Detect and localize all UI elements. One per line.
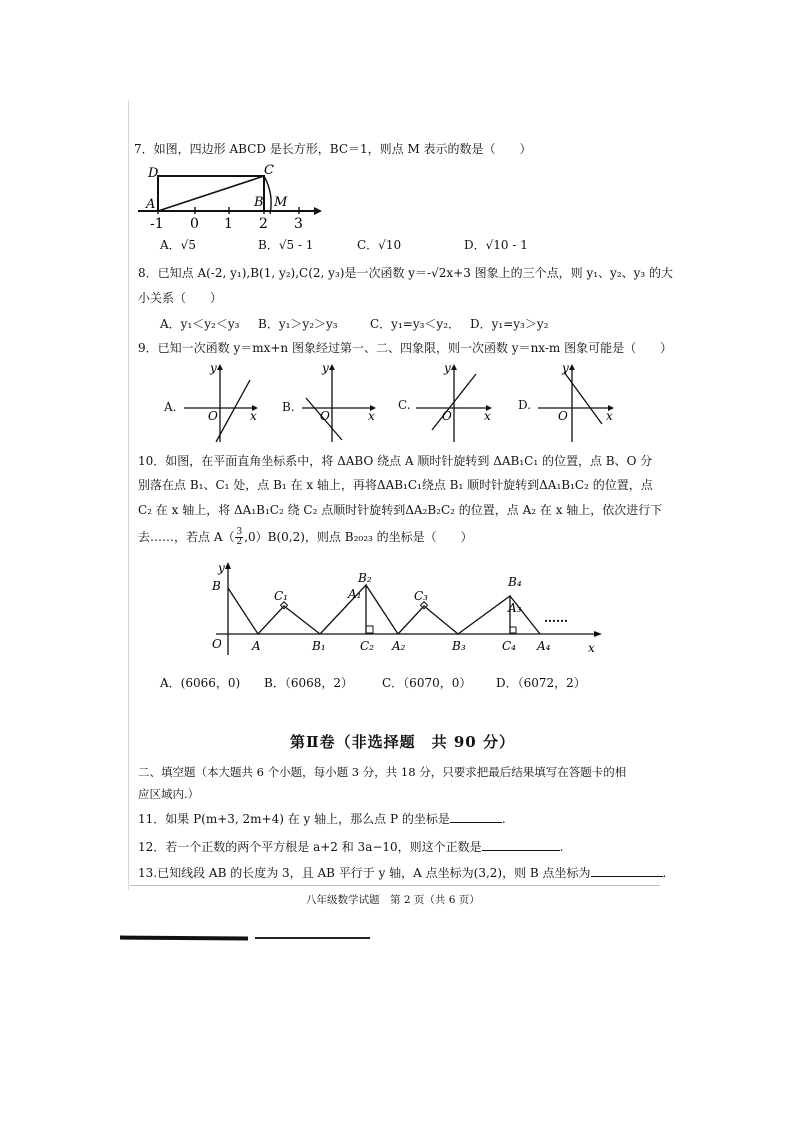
- q7-figure: [134, 162, 324, 232]
- svg-text:x: x: [368, 409, 375, 423]
- svg-text:C₄: C₄: [502, 639, 516, 653]
- q7-option-d: D．√10 - 1: [464, 238, 528, 252]
- footer-divider: [130, 885, 660, 886]
- svg-text:……: ……: [544, 611, 568, 625]
- svg-text:x: x: [484, 409, 491, 423]
- svg-text:A₁: A₁: [348, 587, 362, 601]
- q11: [138, 810, 506, 827]
- q7-label-b: B: [254, 195, 264, 210]
- q9-graph-b: [298, 360, 378, 445]
- q10-line1: 10．如图，在平面直角坐标系中，将 ΔABO 绕点 A 顺时针旋转到 ΔAB₁C₁ 的位置，点 B、O 分: [138, 454, 653, 468]
- q7-label-a: A: [146, 197, 156, 212]
- svg-text:B₄: B₄: [508, 575, 522, 589]
- section-2-title: 第Ⅱ卷（非选择题 共 90 分）: [290, 733, 515, 751]
- svg-text:O: O: [212, 637, 222, 651]
- svg-text:C₂: C₂: [360, 639, 374, 653]
- q9-option-d: D.: [518, 398, 532, 412]
- svg-text:x: x: [606, 409, 613, 423]
- q10-line3: C₂ 在 x 轴上，将 ΔA₁B₁C₂ 绕 C₂ 点顺时针旋转到ΔA₂B₂C₂ 的位置，点 A₂ 在 x 轴上，依次进行下: [138, 503, 663, 517]
- section-2-heading-cont: 应区域内.）: [138, 787, 200, 801]
- q12-answer-blank[interactable]: [482, 838, 560, 851]
- q9-option-b: B.: [282, 400, 295, 414]
- section-2-heading: 二、填空题（本大题共 6 个小题，每小题 3 分，共 18 分，只要求把最后结果填写在答题卡的相: [138, 765, 627, 779]
- svg-text:y: y: [322, 361, 329, 375]
- q13-text: 13.已知线段 AB 的长度为 3，且 AB 平行于 y 轴，A 点坐标为(3,2)，则 B 点坐标为: [138, 866, 591, 880]
- q7-tick-neg1: -1: [150, 216, 164, 232]
- q9-stem: 9．已知一次函数 y＝mx+n 图象经过第一、二、四象限，则一次函数 y＝nx-m 图象可能是（ ）: [138, 341, 673, 355]
- svg-text:A₃: A₃: [508, 601, 522, 615]
- q10-figure: [200, 560, 610, 660]
- q7-label-d: D: [148, 166, 159, 181]
- svg-text:y: y: [210, 361, 217, 375]
- q10-line4-end: ,0）B(0,2)，则点 B₂₀₂₃ 的坐标是（ ）: [244, 530, 473, 544]
- q12: [138, 838, 564, 855]
- svg-text:A₂: A₂: [392, 639, 406, 653]
- q9-graph-c: [412, 360, 494, 445]
- q8-option-c: C．y₁=y₃＜y₂．: [370, 317, 461, 331]
- q10-option-d: D．（6072，2）: [496, 676, 586, 690]
- q7-stem: 7．如图，四边形 ABCD 是长方形，BC＝1，则点 M 表示的数是（ ）: [134, 142, 532, 156]
- q10-fraction-num: 3: [236, 527, 243, 537]
- q10-option-b: B．（6068，2）: [264, 676, 353, 690]
- q10-fraction: [235, 528, 243, 547]
- q7-tick-0: 0: [190, 216, 199, 232]
- svg-text:B₁: B₁: [312, 639, 326, 653]
- q9-graph-d: [534, 360, 616, 445]
- q10-line4-start: 去……，若点 A（: [138, 530, 235, 544]
- q9-option-a: A.: [164, 400, 177, 414]
- q7-option-a: A．√5: [160, 238, 196, 252]
- q8-option-a: A．y₁＜y₂＜y₃: [160, 317, 240, 331]
- scan-artifact-right: [255, 937, 370, 939]
- q10-option-c: C．（6070，0）: [382, 676, 472, 690]
- q8-option-b: B．y₁＞y₂＞y₃: [258, 317, 338, 331]
- q10-option-a: A．(6066，0): [160, 676, 241, 690]
- svg-text:O: O: [558, 409, 568, 423]
- q13: [138, 864, 666, 881]
- q13-answer-blank[interactable]: [591, 864, 663, 877]
- q11-text: 11．如果 P(m+3, 2m+4) 在 y 轴上，那么点 P 的坐标是: [138, 812, 450, 826]
- q9-graph-a: [180, 360, 260, 445]
- q8-stem: 8．已知点 A(-2, y₁),B(1, y₂),C(2, y₃)是一次函数 y＝-√2x+3 图象上的三个点，则 y₁、y₂、y₃ 的大: [138, 266, 674, 280]
- q11-answer-blank[interactable]: [450, 810, 502, 823]
- svg-text:C₃: C₃: [414, 589, 428, 603]
- svg-text:O: O: [442, 409, 452, 423]
- q7-tick-2: 2: [259, 216, 268, 232]
- q8-option-d: D．y₁=y₃＞y₂: [470, 317, 549, 331]
- svg-text:y: y: [218, 561, 225, 575]
- q12-text: 12．若一个正数的两个平方根是 a+2 和 3a−10，则这个正数是: [138, 840, 482, 854]
- q12-end: .: [559, 840, 564, 854]
- q7-tick-1: 1: [224, 216, 233, 232]
- q9-option-c: C.: [398, 398, 411, 412]
- q7-label-c: C: [264, 163, 274, 178]
- q10-fraction-den: 2: [236, 537, 243, 547]
- svg-text:B: B: [212, 579, 221, 593]
- svg-text:O: O: [320, 409, 330, 423]
- svg-text:B₂: B₂: [358, 571, 372, 585]
- q7-tick-3: 3: [294, 216, 303, 232]
- svg-text:A₄: A₄: [537, 639, 551, 653]
- q7-option-c: C．√10: [357, 238, 402, 252]
- svg-text:C₁: C₁: [274, 589, 288, 603]
- q11-end: .: [501, 812, 506, 826]
- svg-text:y: y: [444, 361, 451, 375]
- q10-line2: 别落在点 B₁、C₁ 处，点 B₁ 在 x 轴上，再将ΔAB₁C₁绕点 B₁ 顺时针旋转到ΔA₁B₁C₂ 的位置，点: [138, 478, 653, 492]
- svg-text:A: A: [252, 639, 261, 653]
- svg-text:B₃: B₃: [452, 639, 466, 653]
- svg-text:x: x: [250, 409, 257, 423]
- svg-text:x: x: [588, 641, 595, 655]
- q7-label-m: M: [274, 195, 288, 210]
- svg-text:O: O: [208, 409, 218, 423]
- q8-stem-cont: 小关系（ ）: [138, 291, 223, 305]
- scan-edge-shadow: [128, 100, 129, 890]
- q13-end: .: [662, 866, 667, 880]
- page-footer: 八年级数学试题 第 2 页（共 6 页）: [306, 894, 480, 906]
- scan-artifact-left: [120, 936, 248, 941]
- q10-line4: [138, 528, 473, 547]
- q7-option-b: B．√5 - 1: [258, 238, 314, 252]
- svg-text:y: y: [562, 361, 569, 375]
